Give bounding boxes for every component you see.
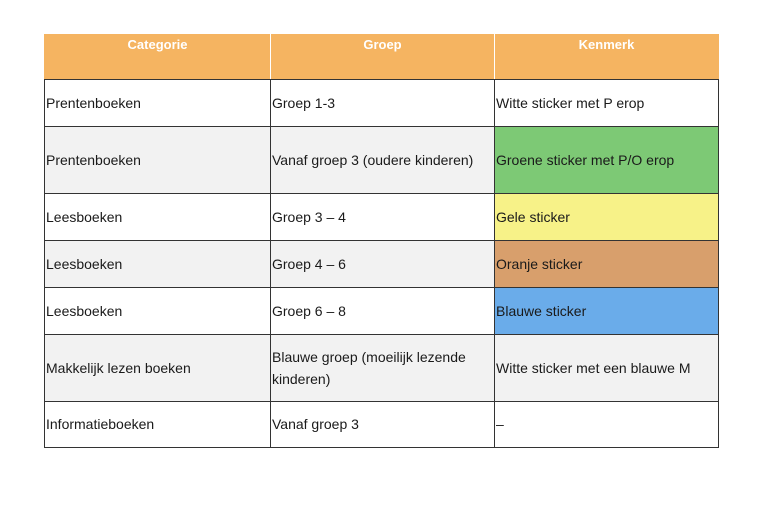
- cell-categorie: Leesboeken: [45, 193, 271, 240]
- cell-categorie: Prentenboeken: [45, 79, 271, 126]
- cell-kenmerk: Blauwe sticker: [495, 287, 719, 334]
- table-header-row: [45, 34, 719, 79]
- cell-kenmerk: Oranje sticker: [495, 240, 719, 287]
- cell-groep: Blauwe groep (moeilijk lezende kinderen): [271, 334, 495, 401]
- table-row: [45, 401, 719, 447]
- cell-categorie: Makkelijk lezen boeken: [45, 334, 271, 401]
- cell-categorie: Leesboeken: [45, 240, 271, 287]
- cell-groep: Vanaf groep 3 (oudere kinderen): [271, 126, 495, 193]
- cell-kenmerk: Witte sticker met P erop: [495, 79, 719, 126]
- cell-categorie: Informatieboeken: [45, 401, 271, 447]
- cell-kenmerk: Groene sticker met P/O erop: [495, 126, 719, 193]
- header-categorie: Categorie: [45, 34, 271, 79]
- table-row: [45, 126, 719, 193]
- sticker-category-table: [44, 34, 719, 448]
- cell-groep: Groep 4 – 6: [271, 240, 495, 287]
- cell-categorie: Prentenboeken: [45, 126, 271, 193]
- table-row: [45, 240, 719, 287]
- cell-groep: Groep 6 – 8: [271, 287, 495, 334]
- cell-kenmerk: –: [495, 401, 719, 447]
- cell-kenmerk: Gele sticker: [495, 193, 719, 240]
- cell-groep: Groep 1-3: [271, 79, 495, 126]
- table-row: [45, 287, 719, 334]
- header-kenmerk: Kenmerk: [495, 34, 719, 79]
- cell-categorie: Leesboeken: [45, 287, 271, 334]
- cell-groep: Vanaf groep 3: [271, 401, 495, 447]
- cell-kenmerk: Witte sticker met een blauwe M: [495, 334, 719, 401]
- cell-groep: Groep 3 – 4: [271, 193, 495, 240]
- header-groep: Groep: [271, 34, 495, 79]
- table-row: [45, 193, 719, 240]
- table-row: [45, 334, 719, 401]
- table-row: [45, 79, 719, 126]
